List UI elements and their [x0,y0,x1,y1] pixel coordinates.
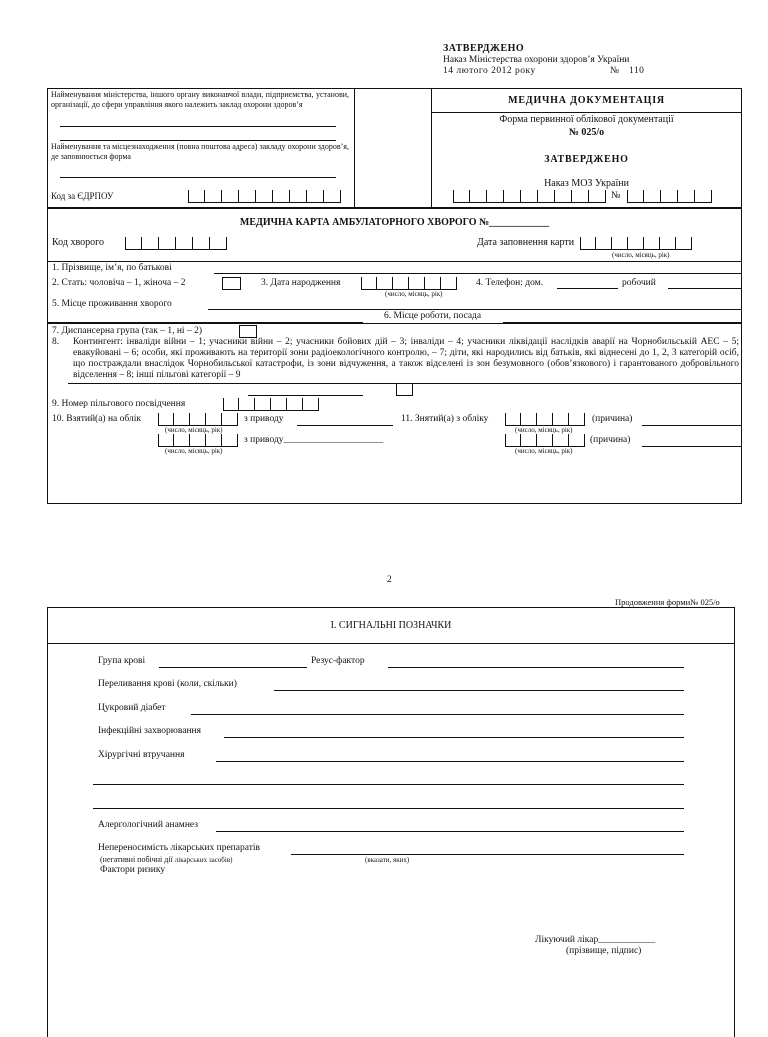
doctor-label: Лікуючий лікар____________ [535,935,656,945]
contingent-box[interactable] [396,383,413,396]
surgery-label: Хірургічні втручання [98,750,185,760]
approval-number-label: № [610,66,620,76]
patient-code-label: Код хворого [52,237,104,248]
side-effects-label: (негативні побічні дії лікарських засобів) [100,855,233,864]
fill-date-hint: (число, місяць, рік) [612,251,670,259]
field-9-label: 9. Номер пільгового посвідчення [52,399,186,409]
transfusion-field[interactable] [274,690,684,691]
form-number: № 025/о [568,127,605,138]
work-phone-field[interactable] [668,288,742,289]
deregistered-date-hint-2: (число, місяць, рік) [515,447,573,455]
edrpou-label: Код за ЄДРПОУ [51,191,114,201]
field-5-label: 5. Місце проживання хворого [52,299,172,309]
registered-date-hint: (число, місяць, рік) [165,426,223,434]
registered-date-hint-2: (число, місяць, рік) [165,447,223,455]
deregistered-date-cells[interactable] [505,413,585,426]
infections-field[interactable] [224,737,684,738]
med-doc-title: МЕДИЧНА ДОКУМЕНТАЦІЯ [508,95,665,106]
field-1-label: 1. Прізвище, ім’я, по батькові [52,263,172,273]
approval-title: ЗАТВЕРДЖЕНО [443,43,525,54]
field-4-label: 4. Телефон: дом. [476,278,544,288]
deregistered-cause-label: (причина) [592,414,633,424]
facility-address-label: Найменування та місцезнаходження (повна поштова адреса) закладу охорони здоров’я, де заповнюється форма [51,142,349,161]
allergy-field[interactable] [216,831,684,832]
moz-no-sign: № [611,190,621,201]
field-2-label: 2. Стать: чоловіча – 1, жіноча – 2 [52,278,186,288]
moz-order-date-cells[interactable] [453,190,606,203]
diabetes-label: Цукровий діабет [98,703,166,713]
sex-box[interactable] [222,277,241,290]
benefit-cert-cells[interactable] [223,398,319,411]
field-8-label: Контингент: інваліди війни – 1; учасники війни – 2; учасники бойових дій – 3; інваліди – 4; учасники ліквідації наслідків аварії на Чорнобильській АЕС – 5; евакуйовані – 6; особи, які проживають на території зони радіоекологічного контролю, – 7; діти, які народились від батьків, які віднесені до 1, 2, 3 категорій осіб, що постраждали внаслідок Чорнобильської катастрофи, із зони відчуження, а також відселені із зон безумовного (обов’язкового) і гарантованого добровільного відселення – 8; інші пільгові категорії – 9 [73,337,739,380]
registered-reason-label: з приводу [244,414,284,424]
deregistered-date-hint: (число, місяць, рік) [515,426,573,434]
ministry-name-label: Найменування міністерства, іншого органу виконавчої влади, підприємства, установи, організації, до сфери управління якого належить заклад охорони здоров’я [51,90,349,109]
rh-factor-field[interactable] [388,667,684,668]
doctor-hint: (прізвище, підпис) [566,946,642,956]
approved-label: ЗАТВЕРДЖЕНО [544,154,629,165]
field-11-label: 11. Знятий(а) з обліку [401,414,489,424]
deregistered-cause-label-2: (причина) [590,435,631,445]
surgery-field[interactable] [216,761,684,762]
facility-address-field[interactable] [60,177,336,178]
intolerance-field[interactable] [291,854,684,855]
field-8-number: 8. [52,337,60,347]
field-7-label: 7. Диспансерна група (так – 1, ні – 2) [52,326,202,336]
approval-date: 14 лютого 2012 року [443,66,536,76]
registered-reason-field[interactable] [297,425,393,426]
card-title: МЕДИЧНА КАРТА АМБУЛАТОРНОГО ХВОРОГО №____________ [239,217,550,228]
infections-label: Інфекційні захворювання [98,726,201,736]
patient-code-cells[interactable] [125,237,227,250]
registered-reason-label-2: з приводу_____________________ [244,435,384,445]
diabetes-field[interactable] [191,714,684,715]
fill-date-cells[interactable] [580,237,692,250]
approval-number: 110 [629,66,645,76]
birth-date-hint: (число, місяць, рік) [385,290,443,298]
ministry-name-field[interactable] [60,126,336,127]
home-phone-field[interactable] [557,288,618,289]
fill-date-label: Дата заповнення карти [477,237,575,248]
continuation-label: Продовження форми№ 025/о [615,597,720,607]
deregistered-cause-field[interactable] [642,425,742,426]
work-phone-label: робочий [622,278,656,288]
field-3-label: 3. Дата народження [261,278,341,288]
page-number: 2 [387,575,392,585]
deregistered-cause-field-2[interactable] [642,446,742,447]
blood-group-label: Група крові [98,656,146,666]
residence-field[interactable] [208,309,742,310]
surgery-field-2[interactable] [93,784,684,785]
transfusion-label: Переливання крові (коли, скільки) [98,679,237,689]
ministry-name-field-2[interactable] [60,140,336,141]
section-title: І. СИГНАЛЬНІ ПОЗНАЧКИ [330,620,452,631]
field-6-label: 6. Місце роботи, посада [384,311,482,321]
intolerance-label: Непереносимість лікарських препаратів [98,843,260,853]
risk-factors-label: Фактори ризику [100,865,166,875]
registered-date-cells-2[interactable] [158,434,238,447]
edrpou-cells[interactable] [188,190,341,203]
approval-order: Наказ Міністерства охорони здоров’я України [443,55,630,65]
moz-order-label: Наказ МОЗ України [544,178,629,189]
rh-factor-label: Резус-фактор [311,656,365,666]
surgery-field-3[interactable] [93,808,684,809]
deregistered-date-cells-2[interactable] [505,434,585,447]
full-name-field[interactable] [214,273,742,274]
field-10-label: 10. Взятий(а) на облік [52,414,141,424]
form-label: Форма первинної облікової документації [499,114,674,125]
birth-date-cells[interactable] [361,277,457,290]
specify-hint: (вказати, яких) [365,856,410,864]
registered-date-cells[interactable] [158,413,238,426]
contingent-field[interactable] [248,395,363,396]
blood-group-field[interactable] [159,667,307,668]
moz-order-number-cells[interactable] [627,190,712,203]
allergy-label: Алергологічний анамнез [98,820,198,830]
